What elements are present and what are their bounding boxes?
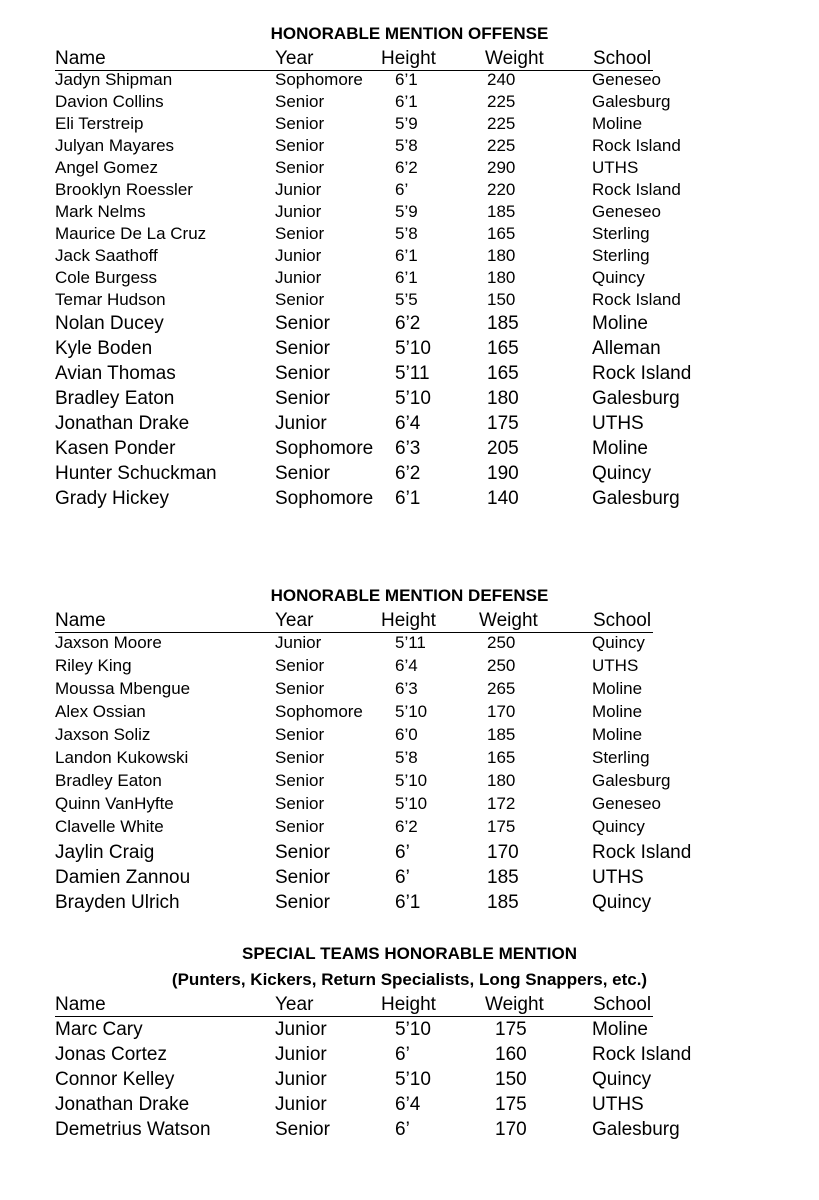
cell-school: Rock Island	[592, 180, 681, 199]
table-row	[55, 817, 695, 838]
cell-year: Senior	[275, 771, 325, 790]
cell-weight: 165	[487, 224, 516, 243]
cell-school: Geneseo	[592, 202, 661, 221]
col-name-header: Name	[55, 48, 106, 69]
defense-header-row	[55, 610, 653, 633]
cell-year: Junior	[275, 180, 322, 199]
table-row	[55, 388, 695, 411]
cell-school: UTHS	[592, 413, 644, 434]
cell-height: 6’3	[395, 438, 421, 459]
cell-school: Moline	[592, 725, 643, 744]
cell-year: Senior	[275, 338, 330, 359]
cell-weight: 185	[487, 313, 519, 334]
table-row	[55, 92, 695, 113]
cell-height: 6’1	[395, 268, 418, 287]
col-name-header: Name	[55, 994, 106, 1015]
cell-height: 6’	[395, 867, 410, 888]
cell-height: 6’	[395, 180, 409, 199]
special-teams-subtitle: (Punters, Kickers, Return Specialists, Long Snappers, etc.)	[171, 970, 648, 989]
cell-height: 5’10	[395, 702, 428, 721]
cell-name: Bradley Eaton	[55, 771, 162, 790]
cell-school: Moline	[592, 702, 643, 721]
cell-school: Moline	[592, 438, 648, 459]
special-teams-title: SPECIAL TEAMS HONORABLE MENTION	[242, 944, 577, 963]
cell-school: Rock Island	[592, 290, 681, 309]
cell-name: Moussa Mbengue	[55, 679, 191, 698]
cell-school: Moline	[592, 679, 643, 698]
cell-school: UTHS	[592, 867, 644, 888]
cell-height: 6’	[395, 1044, 410, 1065]
cell-weight: 170	[495, 1119, 527, 1140]
cell-weight: 175	[487, 817, 516, 836]
cell-name: Avian Thomas	[55, 363, 176, 384]
cell-year: Junior	[275, 413, 327, 434]
cell-height: 5’10	[395, 338, 431, 359]
cell-weight: 205	[487, 438, 519, 459]
cell-year: Junior	[275, 246, 322, 265]
table-row	[55, 1119, 695, 1142]
cell-height: 6’1	[395, 70, 418, 89]
cell-height: 6’4	[395, 413, 421, 434]
table-row	[55, 246, 695, 267]
cell-year: Senior	[275, 290, 325, 309]
table-row	[55, 290, 695, 311]
cell-weight: 140	[487, 488, 519, 509]
cell-school: Rock Island	[592, 136, 681, 155]
cell-weight: 180	[487, 388, 519, 409]
cell-height: 6’2	[395, 817, 418, 836]
cell-weight: 160	[495, 1044, 527, 1065]
cell-school: Sterling	[592, 224, 650, 243]
cell-school: Rock Island	[592, 1044, 692, 1065]
col-weight-header: Weight	[485, 994, 544, 1015]
cell-height: 5’10	[395, 1019, 431, 1040]
table-row	[55, 313, 695, 336]
col-name-header: Name	[55, 610, 106, 631]
cell-name: Brooklyn Roessler	[55, 180, 193, 199]
cell-height: 5’10	[395, 388, 431, 409]
cell-school: Sterling	[592, 748, 650, 767]
cell-weight: 170	[487, 842, 519, 863]
defense-title: HONORABLE MENTION DEFENSE	[270, 586, 549, 605]
cell-school: Quincy	[592, 892, 652, 913]
cell-name: Kyle Boden	[55, 338, 153, 359]
cell-year: Junior	[275, 1094, 327, 1115]
cell-weight: 190	[487, 463, 519, 484]
cell-school: Galesburg	[592, 488, 680, 509]
cell-school: Galesburg	[592, 388, 680, 409]
table-row	[55, 488, 695, 511]
cell-year: Junior	[275, 1069, 327, 1090]
cell-year: Senior	[275, 748, 325, 767]
cell-name: Davion Collins	[55, 92, 164, 111]
cell-weight: 165	[487, 338, 519, 359]
cell-name: Angel Gomez	[55, 158, 158, 177]
cell-weight: 240	[487, 70, 516, 89]
table-row	[55, 771, 695, 792]
cell-weight: 265	[487, 679, 516, 698]
cell-weight: 175	[487, 413, 519, 434]
cell-school: Quincy	[592, 463, 652, 484]
cell-year: Junior	[275, 202, 322, 221]
cell-weight: 180	[487, 246, 516, 265]
col-height-header: Height	[381, 610, 436, 631]
cell-height: 6’1	[395, 488, 421, 509]
cell-year: Senior	[275, 463, 330, 484]
cell-school: Moline	[592, 313, 648, 334]
offense-title: HONORABLE MENTION OFFENSE	[270, 24, 549, 43]
cell-school: Rock Island	[592, 363, 692, 384]
table-row	[55, 136, 695, 157]
table-row	[55, 202, 695, 223]
cell-name: Cole Burgess	[55, 268, 158, 287]
cell-year: Senior	[275, 679, 325, 698]
cell-weight: 175	[495, 1094, 527, 1115]
cell-school: Galesburg	[592, 771, 671, 790]
cell-name: Kasen Ponder	[55, 438, 176, 459]
cell-name: Bradley Eaton	[55, 388, 175, 409]
cell-year: Junior	[275, 1044, 327, 1065]
cell-school: UTHS	[592, 1094, 644, 1115]
table-row	[55, 725, 695, 746]
special-teams-header-row	[55, 994, 653, 1017]
cell-school: UTHS	[592, 656, 639, 675]
col-height-header: Height	[381, 994, 436, 1015]
table-row	[55, 70, 695, 91]
offense-header-row	[55, 48, 653, 71]
cell-year: Junior	[275, 1019, 327, 1040]
cell-school: Moline	[592, 1019, 648, 1040]
cell-height: 6’1	[395, 246, 418, 265]
cell-name: Maurice De La Cruz	[55, 224, 207, 243]
cell-name: Jaxson Soliz	[55, 725, 151, 744]
col-year-header: Year	[275, 994, 314, 1015]
cell-weight: 220	[487, 180, 516, 199]
cell-weight: 165	[487, 363, 519, 384]
table-row	[55, 1069, 695, 1092]
cell-name: Alex Ossian	[55, 702, 146, 721]
table-row	[55, 633, 695, 654]
cell-name: Nolan Ducey	[55, 313, 164, 334]
table-row	[55, 114, 695, 135]
cell-weight: 170	[487, 702, 516, 721]
cell-height: 6’4	[395, 656, 418, 675]
cell-height: 5’10	[395, 1069, 431, 1090]
cell-year: Senior	[275, 842, 330, 863]
cell-weight: 225	[487, 136, 516, 155]
cell-school: Quincy	[592, 633, 645, 652]
cell-weight: 250	[487, 633, 516, 652]
cell-height: 5’11	[395, 363, 430, 384]
cell-weight: 180	[487, 771, 516, 790]
cell-year: Senior	[275, 892, 330, 913]
col-weight-header: Weight	[485, 48, 544, 69]
cell-school: Alleman	[592, 338, 661, 359]
col-weight-header: Weight	[479, 610, 538, 631]
cell-year: Junior	[275, 268, 322, 287]
cell-name: Clavelle White	[55, 817, 164, 836]
cell-year: Senior	[275, 656, 325, 675]
cell-name: Connor Kelley	[55, 1069, 175, 1090]
cell-weight: 225	[487, 92, 516, 111]
cell-school: Rock Island	[592, 842, 692, 863]
cell-weight: 175	[495, 1019, 527, 1040]
col-school-header: School	[593, 48, 652, 69]
cell-name: Jaxson Moore	[55, 633, 162, 652]
table-row	[55, 1094, 695, 1117]
cell-weight: 290	[487, 158, 516, 177]
cell-weight: 150	[487, 290, 516, 309]
cell-year: Senior	[275, 794, 325, 813]
cell-height: 5’10	[395, 771, 428, 790]
cell-weight: 150	[495, 1069, 527, 1090]
cell-school: Galesburg	[592, 92, 671, 111]
cell-weight: 180	[487, 268, 516, 287]
cell-name: Brayden Ulrich	[55, 892, 180, 913]
cell-height: 5’9	[395, 114, 418, 133]
cell-height: 5’5	[395, 290, 418, 309]
cell-year: Senior	[275, 313, 330, 334]
cell-year: Sophomore	[275, 438, 374, 459]
cell-height: 6’2	[395, 463, 421, 484]
cell-weight: 165	[487, 748, 516, 767]
cell-height: 6’3	[395, 679, 418, 698]
cell-school: Moline	[592, 114, 643, 133]
cell-name: Jack Saathoff	[55, 246, 158, 265]
table-row	[55, 438, 695, 461]
cell-weight: 185	[487, 892, 519, 913]
cell-weight: 172	[487, 794, 516, 813]
cell-height: 5’8	[395, 136, 418, 155]
cell-year: Senior	[275, 363, 330, 384]
cell-name: Marc Cary	[55, 1019, 143, 1040]
cell-height: 6’0	[395, 725, 418, 744]
cell-name: Jonathan Drake	[55, 1094, 190, 1115]
col-school-header: School	[593, 994, 652, 1015]
cell-year: Senior	[275, 158, 325, 177]
table-row	[55, 363, 695, 386]
table-row	[55, 748, 695, 769]
cell-name: Jadyn Shipman	[55, 70, 173, 89]
cell-name: Riley King	[55, 656, 132, 675]
cell-height: 6’2	[395, 313, 421, 334]
cell-weight: 185	[487, 202, 516, 221]
table-row	[55, 1044, 695, 1067]
cell-name: Julyan Mayares	[55, 136, 175, 155]
table-row	[55, 338, 695, 361]
cell-school: Geneseo	[592, 794, 661, 813]
cell-height: 5’11	[395, 633, 426, 652]
cell-year: Senior	[275, 1119, 330, 1140]
cell-school: Quincy	[592, 817, 645, 836]
cell-year: Senior	[275, 114, 325, 133]
cell-height: 5’8	[395, 748, 418, 767]
table-row	[55, 180, 695, 201]
cell-weight: 185	[487, 867, 519, 888]
table-row	[55, 158, 695, 179]
cell-name: Damien Zannou	[55, 867, 191, 888]
cell-school: Sterling	[592, 246, 650, 265]
table-row	[55, 679, 695, 700]
cell-year: Sophomore	[275, 70, 363, 89]
cell-height: 6’	[395, 1119, 410, 1140]
table-row	[55, 867, 695, 890]
cell-height: 5’8	[395, 224, 418, 243]
cell-height: 6’4	[395, 1094, 421, 1115]
cell-name: Grady Hickey	[55, 488, 170, 509]
cell-name: Hunter Schuckman	[55, 463, 217, 484]
col-year-header: Year	[275, 610, 314, 631]
cell-height: 5’9	[395, 202, 418, 221]
cell-height: 6’1	[395, 92, 418, 111]
cell-name: Eli Terstreip	[55, 114, 144, 133]
cell-school: Galesburg	[592, 1119, 680, 1140]
cell-name: Quinn VanHyfte	[55, 794, 174, 813]
table-row	[55, 224, 695, 245]
cell-year: Senior	[275, 725, 325, 744]
cell-name: Jaylin Craig	[55, 842, 155, 863]
table-row	[55, 842, 695, 865]
cell-name: Jonas Cortez	[55, 1044, 167, 1065]
cell-height: 5’10	[395, 794, 428, 813]
cell-year: Junior	[275, 633, 322, 652]
cell-year: Sophomore	[275, 702, 363, 721]
cell-school: UTHS	[592, 158, 639, 177]
col-height-header: Height	[381, 48, 436, 69]
table-row	[55, 656, 695, 677]
cell-height: 6’2	[395, 158, 418, 177]
cell-height: 6’	[395, 842, 410, 863]
cell-year: Senior	[275, 817, 325, 836]
table-row	[55, 463, 695, 486]
cell-name: Jonathan Drake	[55, 413, 190, 434]
table-row	[55, 1019, 695, 1042]
cell-name: Demetrius Watson	[55, 1119, 211, 1140]
cell-weight: 250	[487, 656, 516, 675]
cell-year: Senior	[275, 867, 330, 888]
table-row	[55, 268, 695, 289]
cell-year: Senior	[275, 92, 325, 111]
cell-school: Quincy	[592, 1069, 652, 1090]
cell-school: Quincy	[592, 268, 645, 287]
cell-height: 6’1	[395, 892, 421, 913]
table-row	[55, 413, 695, 436]
table-row	[55, 702, 695, 723]
cell-name: Landon Kukowski	[55, 748, 189, 767]
cell-year: Senior	[275, 388, 330, 409]
cell-school: Geneseo	[592, 70, 661, 89]
table-row	[55, 892, 695, 915]
col-year-header: Year	[275, 48, 314, 69]
cell-year: Senior	[275, 224, 325, 243]
cell-name: Temar Hudson	[55, 290, 166, 309]
cell-year: Sophomore	[275, 488, 374, 509]
cell-name: Mark Nelms	[55, 202, 146, 221]
table-row	[55, 794, 695, 815]
col-school-header: School	[593, 610, 652, 631]
cell-year: Senior	[275, 136, 325, 155]
cell-weight: 225	[487, 114, 516, 133]
cell-weight: 185	[487, 725, 516, 744]
